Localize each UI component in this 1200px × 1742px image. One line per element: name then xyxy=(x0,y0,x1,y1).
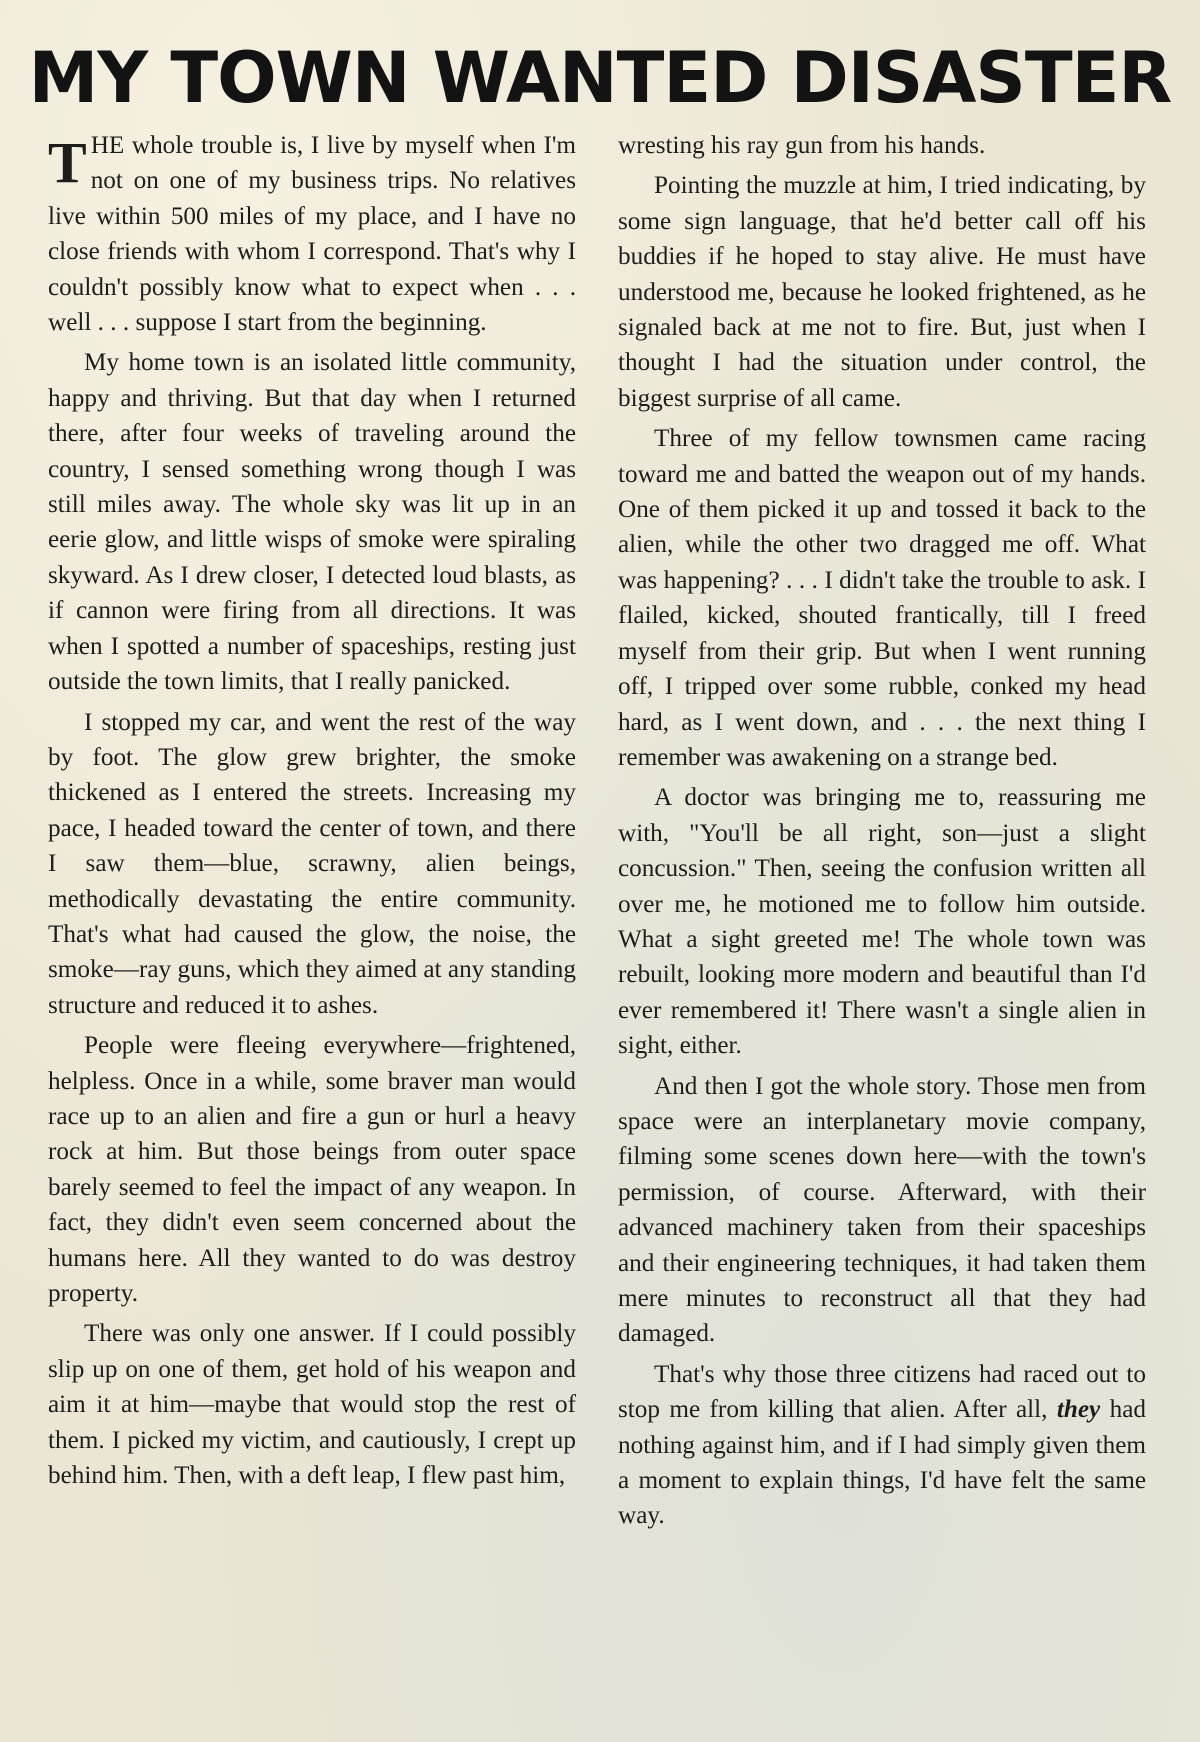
paragraph: A doctor was bringing me to, reassuring me with, "You'll be all right, son—just a slight concussion." Then, seeing the confusion written all over me, he motioned me to follow him outside. What a sight greeted me! The whole town was rebuilt, looking more modern and beautiful than I'd ever remembered it! There wasn't a single alien in sight, either. xyxy=(618,784,1146,1060)
left-column xyxy=(48,128,576,1498)
paragraph: There was only one answer. If I could possibly slip up on one of them, get hold of his weapon and aim it at him—maybe that would stop the rest of them. I picked my victim, and cautiously, I crept up behind him. Then, with a deft leap, I flew past him, xyxy=(48,1320,576,1490)
final-paragraph xyxy=(618,1357,1146,1534)
drop-cap: T xyxy=(48,130,87,195)
paragraph xyxy=(48,128,576,340)
paragraph: Pointing the muzzle at him, I tried indicating, by some sign language, that he'd better call off his buddies if he hoped to stay alive. He must have understood me, because he looked frightened, as he signaled back at me not to fire. But, just when I thought I had the situation under control, the biggest surprise of all came. xyxy=(618,172,1146,412)
paragraph: And then I got the whole story. Those men from space were an interplanetary movie company, filming some scenes down here—with the town's permission, of course. Afterward, with their advanced machinery taken from their spaceships and their engineering techniques, it had taken them mere minutes to reconstruct all that they had damaged. xyxy=(618,1072,1146,1348)
paragraph-text: HE whole trouble is, I live by myself when I'm not on one of my business trips. No relatives live within 500 miles of my place, and I have no close friends with whom I correspond. That's why I couldn't possibly know what to expect when . . . well . . . suppose I start from the beginning. xyxy=(48,132,576,337)
paragraph: I stopped my car, and went the rest of the way by foot. The glow grew brighter, the smoke thickened as I entered the streets. Increasing my pace, I headed toward the center of town, and there I saw them—blue, scrawny, alien beings, methodically devastating the entire community. That's what had caused the glow, the noise, the smoke—ray guns, which they aimed at any standing structure and reduced it to ashes. xyxy=(48,708,576,1019)
final-text-after: had nothing against him, and if I had simply given them a moment to explain things, I'd have felt the same way. xyxy=(618,1396,1146,1530)
paragraph: My home town is an isolated little community, happy and thriving. But that day when I returned there, after four weeks of traveling around the country, I sensed something wrong though I was still miles away. The whole sky was lit up in an eerie glow, and little wisps of smoke were spiraling skyward. As I drew closer, I detected loud blasts, as if cannon were firing from all directions. It was when I spotted a number of spaceships, resting just outside the town limits, that I really panicked. xyxy=(48,349,576,696)
right-column xyxy=(618,128,1146,1539)
emphasized-word: they xyxy=(1056,1396,1101,1424)
paragraph: Three of my fellow townsmen came racing toward me and batted the weapon out of my hands. One of them picked it up and tossed it back to the alien, while the other two dragged me off. What was happening? . . . I didn't take the trouble to ask. I flailed, kicked, shouted frantically, till I freed myself from their grip. But when I went running off, I tripped over some rubble, conked my head hard, as I went down, and . . . the next thing I remember was awakening on a strange bed. xyxy=(618,425,1146,771)
paragraph: People were fleeing everywhere—frightened, helpless. Once in a while, some braver man would race up to an alien and fire a gun or hurl a heavy rock at him. But those beings from outer space barely seemed to feel the impact of any weapon. In fact, they didn't even seem concerned about the humans here. All they wanted to do was destroy property. xyxy=(48,1032,576,1307)
paragraph-continued: wresting his ray gun from his hands. xyxy=(618,132,986,159)
final-text-before: That's why those three citizens had raced out to stop me from killing that alien. After all, xyxy=(618,1360,1146,1424)
story-title: MY TOWN WANTED DISASTER xyxy=(28,37,1172,119)
